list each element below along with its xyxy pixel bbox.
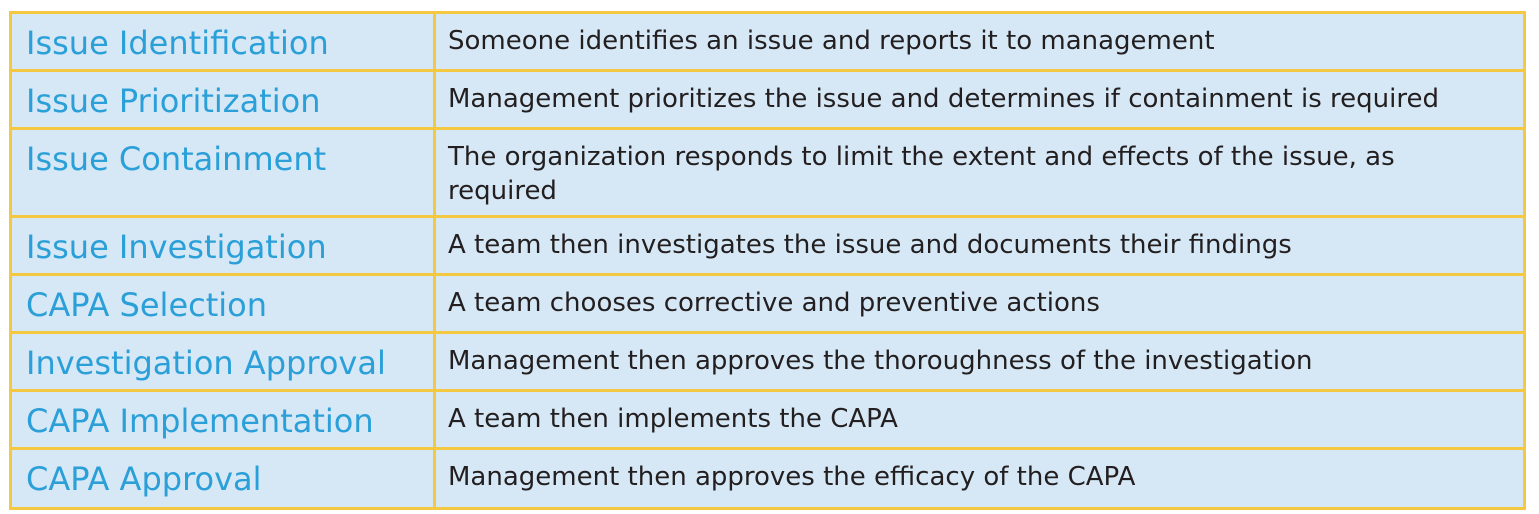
step-description: Management then approves the thoroughness of the investigation <box>435 333 1525 391</box>
table-row <box>11 129 1525 217</box>
table-row <box>11 275 1525 333</box>
step-name: CAPA Approval <box>11 449 435 509</box>
table-row <box>11 391 1525 449</box>
table-row <box>11 217 1525 275</box>
step-name: Investigation Approval <box>11 333 435 391</box>
step-description: A team then investigates the issue and documents their findings <box>435 217 1525 275</box>
table-row <box>11 333 1525 391</box>
step-description: The organization responds to limit the extent and effects of the issue, as required <box>435 129 1525 217</box>
step-description: A team then implements the CAPA <box>435 391 1525 449</box>
table-row <box>11 449 1525 509</box>
step-name: Issue Investigation <box>11 217 435 275</box>
step-name: Issue Containment <box>11 129 435 217</box>
step-description: A team chooses corrective and preventive actions <box>435 275 1525 333</box>
step-name: Issue Prioritization <box>11 71 435 129</box>
step-description: Management prioritizes the issue and determines if containment is required <box>435 71 1525 129</box>
step-description: Someone identifies an issue and reports it to management <box>435 13 1525 71</box>
capa-process-table <box>9 11 1526 510</box>
step-name: Issue Identification <box>11 13 435 71</box>
table-row <box>11 71 1525 129</box>
step-description: Management then approves the efficacy of the CAPA <box>435 449 1525 509</box>
table-row <box>11 13 1525 71</box>
step-name: CAPA Implementation <box>11 391 435 449</box>
step-name: CAPA Selection <box>11 275 435 333</box>
